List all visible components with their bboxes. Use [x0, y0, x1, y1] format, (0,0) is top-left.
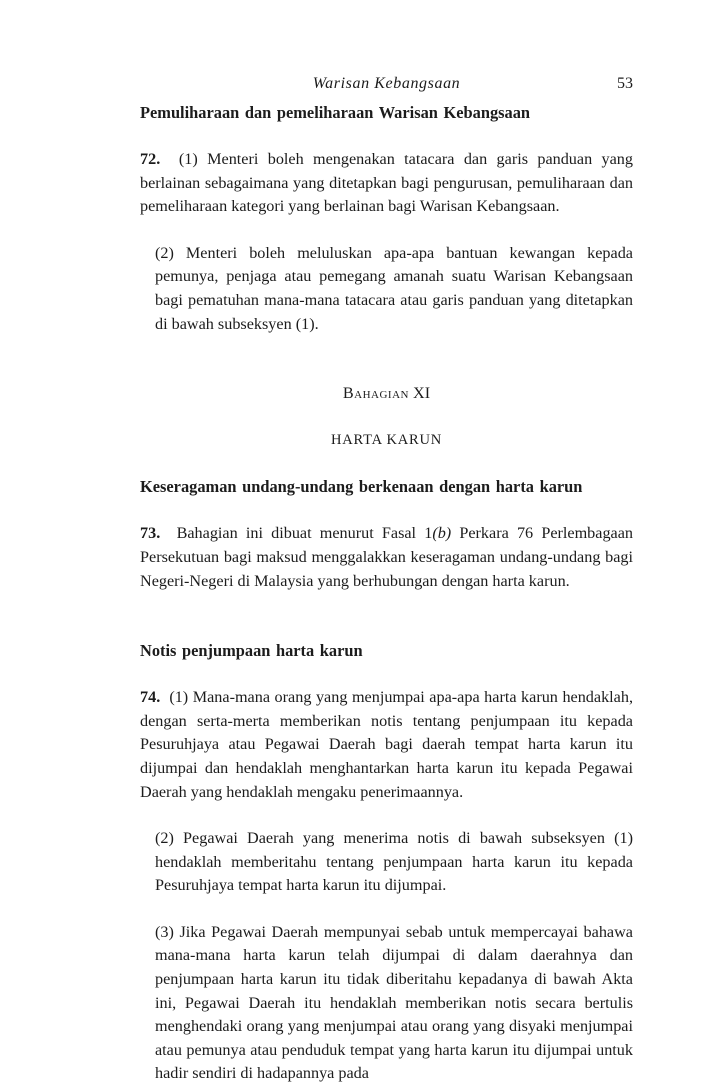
- part-title: [140, 382, 633, 406]
- section-74-paragraph-3: [140, 921, 633, 1086]
- section-74-subsection-1: (1) Mana-mana orang yang menjumpai apa-apa harta karun hendaklah, dengan serta-merta memberikan notis tentang penjumpaan itu kepada Pesuruhjaya atau Pegawai Daerah bagi daerah tempat harta karun itu dijumpai dan hendaklah menghantarkan harta karun itu kepada Pegawai Daerah yang hendaklah mengaku penerimaannya.: [140, 688, 634, 801]
- section-72-subsection-1: (1) Menteri boleh mengenakan tatacara dan garis panduan yang berlainan sebagaimana yang ditetapkan bagi pengurusan, pemuliharaan dan pemeliharaan kategori yang berlainan bagi Warisan Kebangsaan.: [140, 150, 633, 216]
- section-72-subsection-2: (2) Menteri boleh meluluskan apa-apa bantuan kewangan kepada pemunya, penjaga atau pemegang amanah suatu Warisan Kebangsaan bagi pematuhan mana-mana tatacara atau garis panduan yang ditetapkan di bawah subseksyen (1).: [155, 243, 633, 333]
- page-number: 53: [617, 75, 633, 92]
- section-74-number: 74.: [140, 688, 161, 707]
- part-numeral: XI: [413, 384, 431, 403]
- section-73-text-after: Perkara 76 Perlembagaan Persekutuan bagi maksud menggalakkan keseragaman undang-undang bagi Negeri-Negeri di Malaysia yang berhubungan dengan harta karun.: [140, 524, 634, 590]
- section-72-number: 72.: [140, 150, 161, 168]
- section-72-heading: Pemuliharaan dan pemeliharaan Warisan Kebangsaan: [140, 103, 531, 122]
- section-74-paragraph-1: [140, 686, 633, 804]
- section-74-paragraph-2: [140, 827, 633, 898]
- section-74-subsection-2: (2) Pegawai Daerah yang menerima notis di bawah subseksyen (1) hendaklah memberitahu tentang penjumpaan harta karun itu kepada Pesuruhjaya tempat harta karun itu dijumpai.: [155, 829, 633, 895]
- section-73-heading: Keseragaman undang-undang berkenaan dengan harta karun: [140, 477, 583, 497]
- section-72-paragraph-1: [140, 148, 633, 219]
- section-73-text-before: Bahagian ini dibuat menurut Fasal 1: [176, 524, 433, 543]
- section-74-subsection-3: (3) Jika Pegawai Daerah mempunyai sebab untuk mempercayai bahawa mana-mana harta karun telah dijumpai di dalam daerahnya dan penjumpaan harta karun itu tidak diberitahu kepadanya di bawah Akta ini, Pegawai Daerah itu hendaklah memberikan notis secara bertulis menghendaki orang yang menjumpai atau orang yang disyaki menjumpai atau pemunya atau penduduk tempat yang harta karun itu dijumpai untuk hadir sendiri di hadapannya pada: [155, 922, 633, 1083]
- section-73-number: 73.: [140, 524, 161, 543]
- part-label: Bahagian: [342, 384, 409, 403]
- section-73-text-italic: (b): [432, 524, 452, 543]
- section-74-heading: Notis penjumpaan harta karun: [140, 641, 363, 661]
- page-content: [140, 101, 633, 1086]
- section-73-paragraph: [140, 522, 633, 593]
- section-72-paragraph-2: [140, 242, 633, 336]
- running-title: Warisan Kebangsaan: [312, 75, 461, 92]
- running-header: [140, 72, 633, 94]
- part-subtitle: HARTA KARUN: [330, 431, 443, 448]
